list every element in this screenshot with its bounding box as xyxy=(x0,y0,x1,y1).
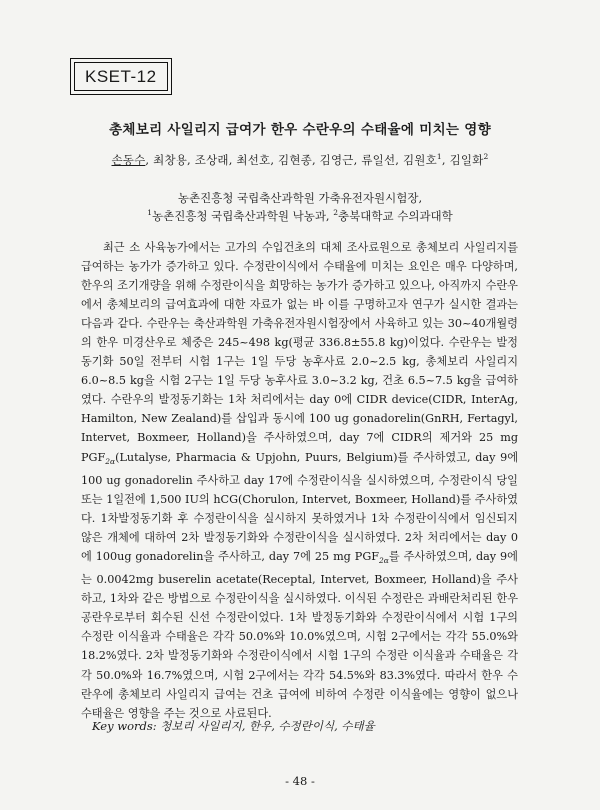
pgf-subscript-1: 2α xyxy=(105,456,116,466)
abstract-code-box xyxy=(70,58,172,95)
abstract-text-3: 를 주사하였으며, day 9에는 0.0042mg buserelin acetate(Receptal, Intervet, Boxmeer, Holland)을 주사하고, 1차와 같은 방법으로 수정란이식을 실시하였다. 이식된 수정란은 과배란처리된 한우 공란우로부터 회수된 신선 수정란이었다. 1차 발정동기화와 수정란이식에서 시험 1구의 수정란 이식율과 수태율은 각각 50.0%와 10.0%였으며, 시험 2구에서는 각각 55.0%와 18.2%였다. 2차 발정동기화와 수정란이식에서 시험 1구의 수정란 이식율과 수태율은 각각 50.0%와 16.7%였으며, 시험 2구에서는 각각 54.5%와 83.3%였다. 따라서 한우 수란우에 총체보리 사일리지 급여는 건초 급여에 비하여 수정란 이식율에는 영향이 없으나 수태율은 영향을 주는 것으로 사료된다. xyxy=(81,549,518,720)
abstract-code: KSET-12 xyxy=(74,62,168,91)
paper-title: 총체보리 사일리지 급여가 한우 수란우의 수태율에 미치는 영향 xyxy=(109,122,491,138)
affiliation-line-1: 농촌진흥청 국립축산과학원 가축유전자원시험장, xyxy=(177,191,423,205)
author-affil-mark-1: 1 xyxy=(436,152,442,162)
affiliation-dairy: 농촌진흥청 국립축산과학원 낙농과, xyxy=(151,209,334,223)
co-authors: , 최창용, 조상래, 최선호, 김현종, 김영근, 류일선, 김원호 xyxy=(145,153,437,167)
affiliation-vet-college: 충북대학교 수의과대학 xyxy=(338,209,453,223)
abstract-paragraph xyxy=(81,238,518,723)
affil-mark-2: 2 xyxy=(333,208,339,218)
author-list xyxy=(0,152,600,168)
abstract-text-2: (Lutalyse, Pharmacia & Upjohn, Puurs, Belgium)를 주사하였고, day 9에 100 ug gonadorelin 주사하고 day 17에 수정란이식을 실시하였으며, 수정란이식 당일 또는 1일전에 1,500 IU의 hCG(Chorulon, Intervet, Boxmeer, Holland)를 주사하였다. 1차발정동기화 후 수정란이식을 실시하지 못하였거나 1차 수정란이식에서 임신되지 않은 개체에 대하여 2차 발정동기화와 수정란이식을 실시하였다. 2차 처리에서는 day 0에 100ug gonadorelin을 주사하고, day 7에 25 mg PGF xyxy=(81,450,518,563)
affiliation-line-2 xyxy=(0,208,600,224)
abstract-body xyxy=(81,238,518,723)
pgf-subscript-2: 2α xyxy=(379,556,389,566)
page-number: - 48 - xyxy=(285,774,315,788)
last-author: , 김일화 xyxy=(441,153,484,167)
keywords: Key words: 청보리 사일리지, 한우, 수정란이식, 수태율 xyxy=(92,719,375,733)
presenting-author: 손동수 xyxy=(111,153,146,167)
affil-mark-1: 1 xyxy=(147,208,152,218)
author-affil-mark-2: 2 xyxy=(483,152,489,162)
abstract-text-1: 최근 소 사육농가에서는 고가의 수입건초의 대체 조사료원으로 총체보리 사일리지를 급여하는 농가가 증가하고 있다. 수정란이식에서 수태율에 미치는 요인은 매우 다양하며, 한우의 조기개량을 위해 수정란이식을 희망하는 농가가 증가하고 있으나, 아직까지 수란우에서 총체보리의 급여효과에 대한 자료가 없는 바 이를 구명하고자 연구가 실시한 결과는 다음과 같다. 수란우는 축산과학원 가축유전자원시험장에서 사육하고 있는 30~40개월령의 한우 미경산우로 체중은 245~498 kg(평균 336.8±55.8 kg)이었다. 수란우는 발정동기화 50일 전부터 시험 1구는 1일 두당 농후사료 2.0~2.5 kg, 총체보리 사일리지 6.0~8.5 kg을 시험 2구는 1일 두당 농후사료 3.0~3.2 kg, 건초 6.5~7.5 kg을 급여하였다. 수란우의 발정동기화는 1차 처리에서는 day 0에 CIDR device(CIDR, InterAg, Hamilton, New Zealand)를 삽입과 동시에 100 ug gonadorelin(GnRH, Fertagyl, Intervet, Boxmeer, Holland)을 주사하였으며, day 7에 CIDR의 제거와 25 mg PGF xyxy=(81,241,518,464)
